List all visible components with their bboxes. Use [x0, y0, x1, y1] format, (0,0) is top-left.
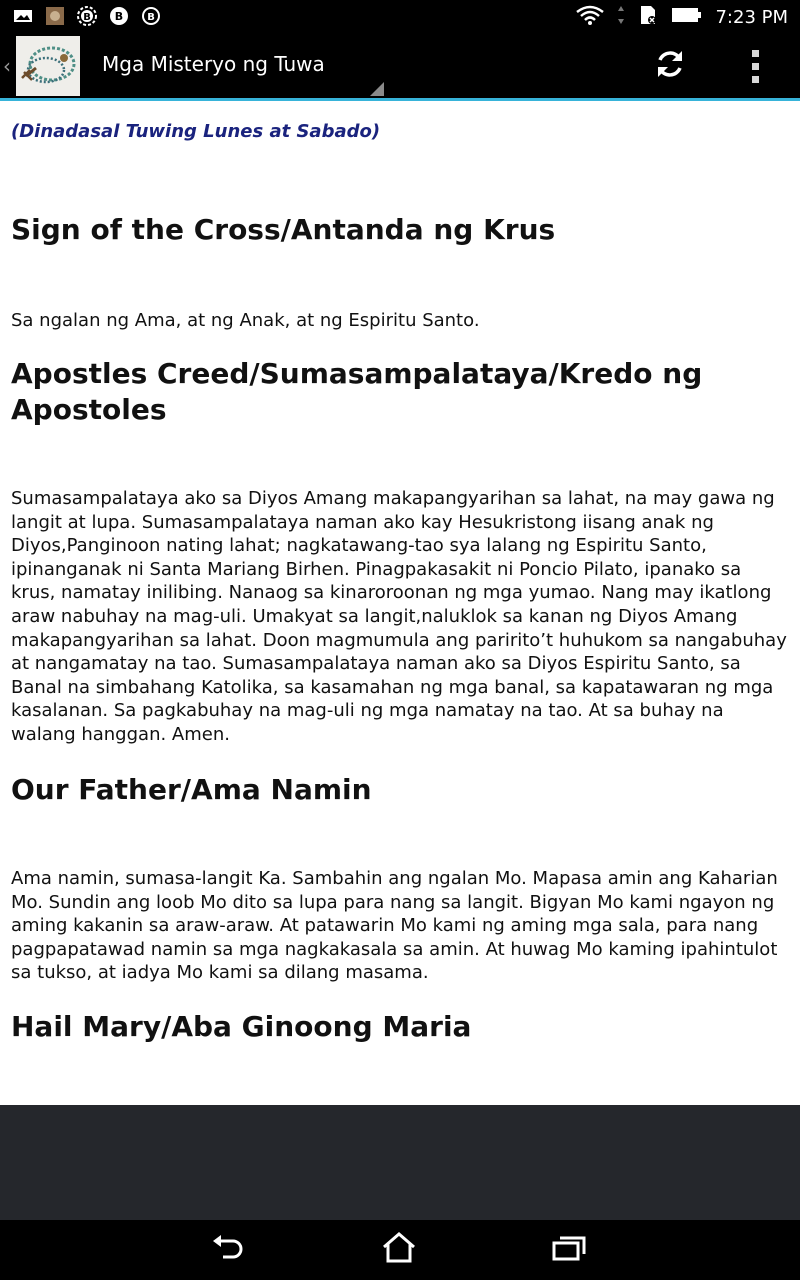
empty-area	[0, 1105, 800, 1220]
image-icon	[12, 5, 34, 27]
prayer-content[interactable]	[0, 101, 800, 1105]
status-bar	[0, 0, 800, 32]
navigation-bar	[0, 1220, 800, 1280]
up-chevron-icon[interactable]: ‹	[3, 54, 11, 78]
home-icon	[381, 1232, 417, 1268]
bitcoin-icon	[140, 5, 162, 27]
schedule-subtitle: (Dinadasal Tuwing Lunes at Sabado)	[11, 121, 381, 142]
section-body: Sa ngalan ng Ama, at ng Anak, at ng Espiritu Santo.	[11, 310, 480, 331]
recent-apps-icon	[551, 1233, 587, 1267]
bitcoin-icon	[108, 5, 130, 27]
section-body: Sumasampalataya ako sa Diyos Amang makapangyarihan sa lahat, na may gawa ng langit at lupa. Sumasampalataya naman ako kay Hesukristong iisang anak ng Diyos,Panginoon nating lahat; nagkatawang-tao sya lalang ng Espiritu Santo, ipinanganak ni Santa Mariang Birhen. Pinagpakasakit ni Poncio Pilato, ipanako sa krus, namatay inilibing. Nanaog sa kinaroroonan ng mga yumao. Nang may ikatlong araw nabuhay na mag-uli. Umakyat sa langit,naluklok sa kanan ng Diyos Amang makapangyarihan sa lahat. Doon magmumula ang paririto’t huhukom sa nangabuhay at nangamatay na tao. Sumasampalataya naman ako sa Diyos Espiritu Santo, sa Banal na simbahang Katolika, sa kasamahan ng mga banal, sa kapatawaran ng mga kasalanan. Sa pagkabuhay na mag-uli ng mga namatay na tao. At sa buhay na walang hanggan. Amen.	[11, 488, 787, 745]
clock: 7:23 PM	[715, 6, 788, 28]
system-icons	[575, 4, 788, 30]
back-button[interactable]	[199, 1230, 259, 1270]
action-bar	[0, 32, 800, 98]
section-heading: Our Father/Ama Namin	[11, 773, 372, 806]
svg-text:B: B	[114, 10, 124, 23]
sync-arrows-icon	[617, 4, 625, 30]
bitcoin-icon	[76, 5, 98, 27]
screen-title[interactable]: Mga Misteryo ng Tuwa	[102, 52, 325, 76]
back-icon	[211, 1233, 247, 1267]
spinner-indicator-icon	[370, 82, 384, 96]
overflow-dot	[752, 63, 759, 70]
svg-text:B: B	[83, 12, 91, 23]
section-heading: Apostles Creed/Sumasampalataya/Kredo ng Apostoles	[11, 357, 703, 426]
section-heading: Hail Mary/Aba Ginoong Maria	[11, 1010, 472, 1043]
battery-icon	[671, 6, 703, 28]
wifi-icon	[575, 4, 605, 30]
rosary-app-icon[interactable]	[16, 36, 80, 96]
overflow-menu-button[interactable]	[738, 46, 772, 86]
section-heading: Sign of the Cross/Antanda ng Krus	[11, 213, 556, 246]
overflow-dot	[752, 76, 759, 83]
svg-text:B: B	[147, 12, 155, 23]
refresh-button[interactable]	[648, 46, 692, 86]
sd-card-icon	[637, 4, 659, 30]
home-button[interactable]	[369, 1230, 429, 1270]
photo-thumbnail-icon	[44, 5, 66, 27]
notification-icons	[12, 5, 162, 27]
refresh-icon	[653, 47, 687, 85]
overflow-dot	[752, 50, 759, 57]
recent-apps-button[interactable]	[539, 1230, 599, 1270]
section-body: Ama namin, sumasa-langit Ka. Sambahin ang ngalan Mo. Mapasa amin ang Kaharian Mo. Sundin ang loob Mo dito sa lupa para nang sa langit. Bigyan Mo kami ngayon ng aming kakanin sa araw-araw. At patawarin Mo kami ng aming mga sala, para nang pagpapatawad namin sa mga nagkakasala sa amin. At huwag Mo kaming ipahintulot sa tukso, at iadya Mo kami sa dilang masama.	[11, 868, 778, 984]
